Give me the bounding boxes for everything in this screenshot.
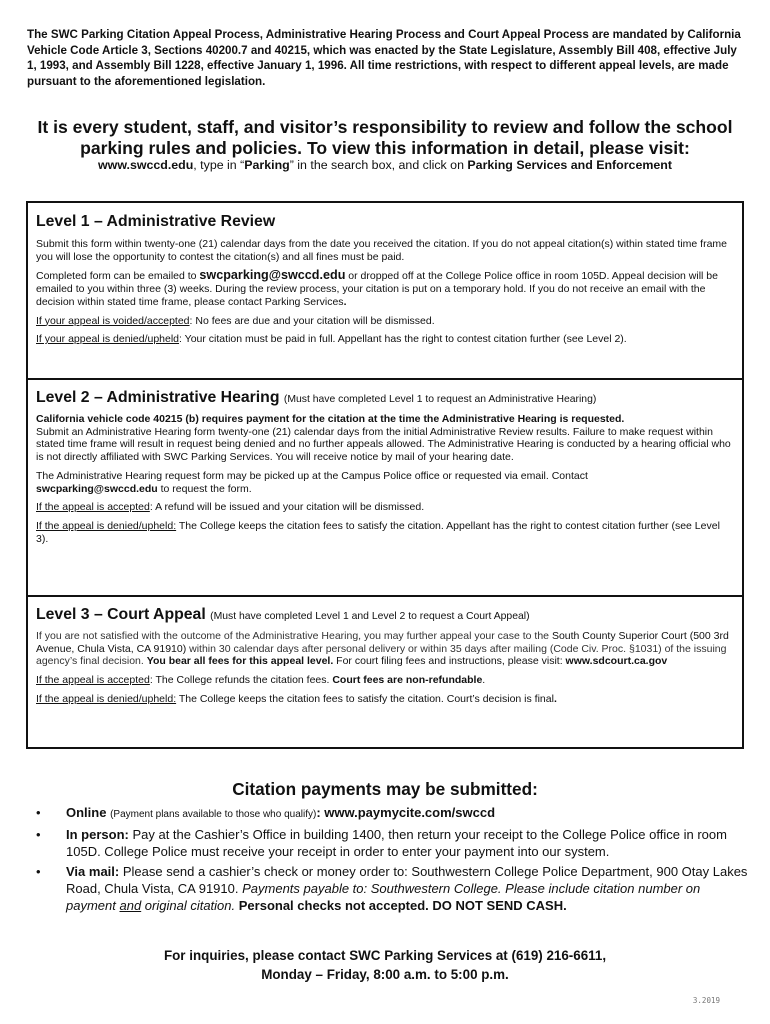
online-colon: : [316, 805, 321, 820]
intro-paragraph: The SWC Parking Citation Appeal Process, Administrative Hearing Process and Court Appeal Process are mandated by California Vehicle Code Article 3, Sections 40200.7 and 40215, which was enacted by the State Legislature, Assembly Bill 408, effective July 1, 1993, and Assembly Bill 1228, effective January 1, 1996. All time restrictions, with respect to different appeal levels, are made pursuant to the aforementioned legislation. [27, 28, 741, 88]
level-2-accepted-label: If the appeal is accepted [36, 501, 150, 514]
payments-title: Citation payments may be submitted: [232, 779, 538, 799]
bullet-icon: • [36, 805, 41, 820]
level-2-section [28, 380, 742, 597]
level-2-email-link[interactable]: swcparking@swccd.edu [36, 482, 158, 495]
level-1-voided-label: If your appeal is voided/accepted [36, 314, 190, 327]
level-2-denied [36, 520, 734, 545]
level-3-accepted-end: . [482, 674, 486, 687]
mail-payable-note: Payments payable to: Southwestern College. Please include citation number on payment [66, 881, 701, 913]
level-1-voided-text: : No fees are due and your citation will be dismissed. [189, 314, 435, 327]
level-3-court-address: South County Superior Court (500 3rd Avenue, Chula Vista, CA 91910) [36, 630, 729, 655]
sdcourt-url-link[interactable]: www.sdcourt.ca.gov [565, 655, 668, 668]
payment-in-person [36, 826, 748, 860]
level-2-title: Level 2 – Administrative Hearing [36, 389, 280, 406]
level-3-accepted-label: If the appeal is accepted [36, 674, 150, 687]
mail-original-citation: original citation. [141, 898, 236, 913]
level-3-accepted-text: : The College refunds the citation fees. [149, 674, 333, 687]
online-note: (Payment plans available to those who qualify) [110, 809, 317, 820]
level-3-denied [36, 693, 734, 706]
level-1-submission-text-a: Completed form can be emailed to [36, 270, 200, 283]
level-1-denied [36, 333, 734, 346]
level-2-denied-label: If the appeal is denied/upheld: [36, 519, 177, 532]
level-3-title: Level 3 – Court Appeal [36, 606, 206, 623]
level-3-header [36, 605, 734, 627]
mail-warning: Personal checks not accepted. DO NOT SEND CASH. [235, 898, 567, 913]
level-3-text-a: If you are not satisfied with the outcome of the Administrative Hearing, you may further appeal your case to the [36, 630, 552, 642]
payment-online [36, 804, 748, 823]
contact-line-1: For inquiries, please contact SWC Parking Services at (619) 216-6611, [163, 948, 607, 963]
swccd-url-link[interactable]: www.swccd.edu [98, 158, 194, 172]
level-3-section [28, 597, 742, 747]
level-3-body [36, 630, 734, 668]
level-2-request-form [36, 470, 734, 495]
visit-instructions [20, 157, 750, 173]
level-1-voided [36, 315, 734, 328]
level-3-denied-end: . [553, 692, 557, 705]
level-3-accepted [36, 674, 734, 687]
level-2-request-text: The Administrative Hearing request form may be picked up at the Campus Police office or requested via email. Contact [36, 469, 588, 482]
mail-label: Via mail: [66, 864, 120, 879]
level-3-note: (Must have completed Level 1 and Level 2 to request a Court Appeal) [210, 611, 530, 622]
level-3-text-b: within 30 calendar days after personal delivery or within 35 days after mailing (Code Civ. Proc. §1031) of the issuing agency’s final decision. [36, 642, 727, 668]
level-3-denied-label: If the appeal is denied/upheld: [36, 692, 177, 705]
level-2-instructions: Submit an Administrative Hearing form twenty-one (21) calendar days from the initial Administrative Review results. Failure to make request within stated time frame will result in request being denied and no further appeals allowed. The Administrative Hearing is conducted by a hearing official who is not directly affiliated with SWC Parking Services. You will receive notice by mail of your hearing date. [36, 425, 731, 464]
level-2-header [36, 388, 734, 410]
level-3-nonrefundable: Court fees are non-refundable [332, 674, 483, 687]
level-1-submission-end: . [343, 295, 347, 308]
in-person-label: In person: [66, 827, 129, 842]
level-1-title: Level 1 – Administrative Review [36, 213, 276, 230]
level-1-denied-text: : Your citation must be paid in full. Appellant has the right to contest citation further (see Level 2). [179, 333, 627, 346]
level-3-denied-text: The College keeps the citation fees to satisfy the citation. Court’s decision is final [176, 692, 554, 705]
mail-and: and [119, 898, 142, 913]
payment-mail [36, 863, 748, 914]
level-1-section [28, 203, 742, 380]
level-3-fees-note: You bear all fees for this appeal level. [146, 655, 334, 668]
level-1-denied-label: If your appeal is denied/upheld [36, 333, 180, 346]
bullet-icon: • [36, 864, 41, 879]
responsibility-headline: It is every student, staff, and visitor’s responsibility to review and follow the school parking rules and policies. To view this information in detail, please visit: [37, 117, 733, 158]
level-1-submission-text-b: or dropped off at the College Police office in room 105D. Appeal decision will be emailed to you within three (3) weeks. During the review process, your citation is put on a temporary hold. If you do not receive an email with the decision within stated time frame, please contact Parking Services [36, 270, 718, 308]
level-2-request-end: to request the form. [157, 482, 252, 495]
visit-text-1: , type in “ [193, 158, 245, 172]
level-2-accepted-text: : A refund will be issued and your citation will be dismissed. [149, 501, 425, 514]
level-3-text-c: For court filing fees and instructions, please visit: [333, 655, 566, 668]
level-2-note: (Must have completed Level 1 to request an Administrative Hearing) [283, 394, 597, 405]
level-1-deadline: Submit this form within twenty-one (21) calendar days from the date you received the citation. If you do not appeal citation(s) within stated time frame you will lose the opportunity to contest the citation(s) and all fines must be paid. [36, 238, 728, 263]
appeal-levels-box [26, 201, 744, 749]
level-1-submission [36, 269, 734, 308]
level-2-vehicle-code: California vehicle code 40215 (b) requires payment for the citation at the time the Administrative Hearing is requested. [36, 413, 625, 425]
visit-text-2: ” in the search box, and click on [289, 158, 468, 172]
level-2-body [36, 413, 734, 464]
contact-line-2: Monday – Friday, 8:00 a.m. to 5:00 p.m. [261, 967, 509, 982]
parking-services-link[interactable]: Parking Services and Enforcement [467, 158, 672, 172]
payment-methods-list [36, 804, 748, 917]
form-version: 3.2019 [692, 996, 720, 1005]
online-label: Online [66, 805, 107, 820]
level-1-email-link[interactable]: swcparking@swccd.edu [199, 268, 346, 283]
level-2-accepted [36, 501, 734, 514]
paymycite-url-link[interactable]: www.paymycite.com/swccd [320, 805, 496, 820]
contact-info [20, 946, 750, 984]
level-2-denied-text: The College keeps the citation fees to satisfy the citation. Appellant has the right to contest citation further (see Level 3). [36, 519, 720, 545]
in-person-text: Pay at the Cashier’s Office in building 1400, then return your receipt to the College Police office in room 105D. College Police must receive your receipt in order to enter your payment into our system. [66, 827, 727, 859]
bullet-icon: • [36, 827, 41, 842]
mail-text: Please send a cashier’s check or money order to: Southwestern College Police Department, 900 Otay Lakes Road, Chula Vista, CA 91910. [66, 864, 748, 896]
parking-keyword: Parking [244, 158, 290, 172]
